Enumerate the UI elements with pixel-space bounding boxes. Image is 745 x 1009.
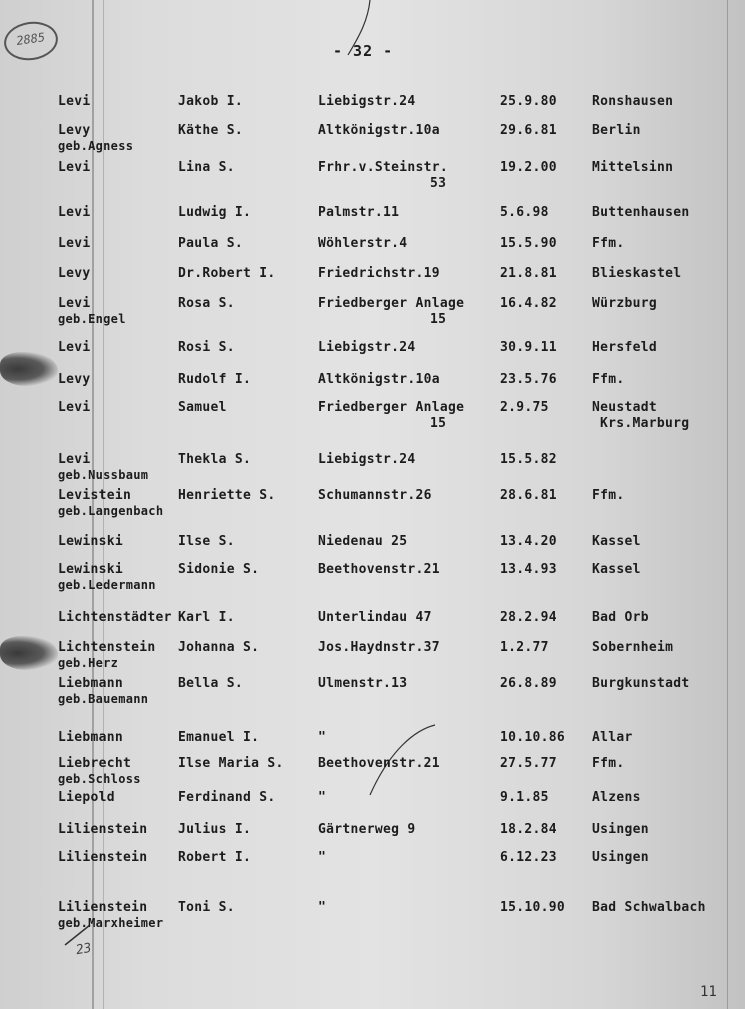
street-address: Wöhlerstr.4 xyxy=(318,236,408,251)
birth-place: Kassel xyxy=(592,534,641,549)
given-name: Emanuel I. xyxy=(178,730,260,745)
given-name: Ilse S. xyxy=(178,534,235,549)
register-entry xyxy=(0,900,745,930)
street-address: Ulmenstr.13 xyxy=(318,676,408,691)
surname: Levy xyxy=(58,123,91,138)
street-address: Palmstr.11 xyxy=(318,205,400,220)
surname: Lilienstein xyxy=(58,850,148,865)
birth-place: Ronshausen xyxy=(592,94,674,109)
birth-place: Blieskastel xyxy=(592,266,682,281)
birth-place: Usingen xyxy=(592,850,649,865)
surname: Levy xyxy=(58,372,91,387)
surname: Lewinski xyxy=(58,562,124,577)
register-entry xyxy=(0,610,745,625)
street-address: Niedenau 25 xyxy=(318,534,408,549)
given-name: Ludwig I. xyxy=(178,205,252,220)
surname: Lilienstein xyxy=(58,822,148,837)
birth-date: 15.5.82 xyxy=(500,452,557,467)
birth-name: geb.Bauemann xyxy=(58,692,149,706)
surname: Liebmann xyxy=(58,676,124,691)
birth-place: Sobernheim xyxy=(592,640,674,655)
birth-date: 19.2.00 xyxy=(500,160,557,175)
given-name: Thekla S. xyxy=(178,452,252,467)
street-address-cont: 15 xyxy=(430,312,447,327)
register-entry xyxy=(0,372,745,387)
birth-place: Buttenhausen xyxy=(592,205,690,220)
ink-smudge xyxy=(0,636,58,670)
birth-place: Berlin xyxy=(592,123,641,138)
register-entry xyxy=(0,452,745,482)
surname: Levi xyxy=(58,296,91,311)
register-entry xyxy=(0,850,745,865)
street-address: " xyxy=(318,850,327,865)
birth-date: 28.6.81 xyxy=(500,488,557,503)
register-entry xyxy=(0,296,745,327)
register-entry xyxy=(0,205,745,220)
register-entry xyxy=(0,676,745,706)
register-entry xyxy=(0,756,745,786)
register-entry xyxy=(0,790,745,805)
given-name: Henriette S. xyxy=(178,488,276,503)
given-name: Bella S. xyxy=(178,676,244,691)
surname: Liebrecht xyxy=(58,756,132,771)
birth-place: Mittelsinn xyxy=(592,160,674,175)
surname: Levi xyxy=(58,452,91,467)
birth-place: Hersfeld xyxy=(592,340,658,355)
given-name: Dr.Robert I. xyxy=(178,266,276,281)
street-address: Frhr.v.Steinstr. xyxy=(318,160,449,175)
given-name: Robert I. xyxy=(178,850,252,865)
street-address: " xyxy=(318,900,327,915)
street-address-cont: 53 xyxy=(430,176,447,191)
street-address: Beethovenstr.21 xyxy=(318,756,440,771)
birth-place: Bad Orb xyxy=(592,610,649,625)
birth-date: 16.4.82 xyxy=(500,296,557,311)
surname: Liebmann xyxy=(58,730,124,745)
birth-place: Allar xyxy=(592,730,633,745)
birth-date: 15.5.90 xyxy=(500,236,557,251)
given-name: Johanna S. xyxy=(178,640,260,655)
birth-date: 28.2.94 xyxy=(500,610,557,625)
given-name: Rosa S. xyxy=(178,296,235,311)
birth-date: 30.9.11 xyxy=(500,340,557,355)
birth-date: 2.9.75 xyxy=(500,400,549,415)
birth-date: 25.9.80 xyxy=(500,94,557,109)
street-address: Liebigstr.24 xyxy=(318,94,416,109)
surname: Liepold xyxy=(58,790,115,805)
footer-mark: 11 xyxy=(700,984,717,1000)
given-name: Sidonie S. xyxy=(178,562,260,577)
given-name: Ferdinand S. xyxy=(178,790,276,805)
birth-date: 13.4.93 xyxy=(500,562,557,577)
birth-name: geb.Ledermann xyxy=(58,578,156,592)
surname: Levi xyxy=(58,400,91,415)
street-address: Friedberger Anlage xyxy=(318,400,465,415)
surname: Levy xyxy=(58,266,91,281)
street-address: " xyxy=(318,730,327,745)
birth-date: 29.6.81 xyxy=(500,123,557,138)
birth-date: 10.10.86 xyxy=(500,730,566,745)
corner-mark: 23 xyxy=(74,940,93,959)
birth-place: Würzburg xyxy=(592,296,658,311)
birth-date: 15.10.90 xyxy=(500,900,566,915)
birth-place: Ffm. xyxy=(592,488,625,503)
surname: Levi xyxy=(58,160,91,175)
register-entry xyxy=(0,160,745,191)
street-address: Friedberger Anlage xyxy=(318,296,465,311)
register-entry xyxy=(0,266,745,281)
birth-place: Alzens xyxy=(592,790,641,805)
surname: Levi xyxy=(58,340,91,355)
given-name: Toni S. xyxy=(178,900,235,915)
street-address: Jos.Haydnstr.37 xyxy=(318,640,440,655)
given-name: Karl I. xyxy=(178,610,235,625)
birth-name: geb.Schloss xyxy=(58,772,141,786)
street-address: Gärtnerweg 9 xyxy=(318,822,416,837)
register-entry xyxy=(0,400,745,431)
street-address: Liebigstr.24 xyxy=(318,340,416,355)
register-entry xyxy=(0,340,745,355)
birth-name: geb.Herz xyxy=(58,656,119,670)
birth-name: geb.Nussbaum xyxy=(58,468,149,482)
surname: Lichtenstädter xyxy=(58,610,172,625)
surname: Levi xyxy=(58,236,91,251)
birth-name: geb.Agness xyxy=(58,139,134,153)
street-address: Schumannstr.26 xyxy=(318,488,432,503)
birth-place: Kassel xyxy=(592,562,641,577)
ink-smudge xyxy=(0,352,58,386)
given-name: Rudolf I. xyxy=(178,372,252,387)
birth-date: 13.4.20 xyxy=(500,534,557,549)
birth-date: 26.8.89 xyxy=(500,676,557,691)
surname: Lilienstein xyxy=(58,900,148,915)
register-entry xyxy=(0,488,745,518)
surname: Levistein xyxy=(58,488,132,503)
birth-date: 1.2.77 xyxy=(500,640,549,655)
register-entry xyxy=(0,730,745,745)
page-number: - 32 - xyxy=(333,42,394,60)
register-entry xyxy=(0,236,745,251)
given-name: Jakob I. xyxy=(178,94,244,109)
street-address: Liebigstr.24 xyxy=(318,452,416,467)
birth-place-cont: Krs.Marburg xyxy=(600,416,690,431)
birth-place: Burgkunstadt xyxy=(592,676,690,691)
birth-name: geb.Langenbach xyxy=(58,504,164,518)
given-name: Ilse Maria S. xyxy=(178,756,284,771)
given-name: Julius I. xyxy=(178,822,252,837)
birth-place: Usingen xyxy=(592,822,649,837)
register-entry xyxy=(0,534,745,549)
street-address: " xyxy=(318,790,327,805)
surname: Lewinski xyxy=(58,534,124,549)
street-address: Friedrichstr.19 xyxy=(318,266,440,281)
surname: Lichtenstein xyxy=(58,640,156,655)
birth-date: 27.5.77 xyxy=(500,756,557,771)
street-address: Unterlindau 47 xyxy=(318,610,432,625)
given-name: Rosi S. xyxy=(178,340,235,355)
given-name: Paula S. xyxy=(178,236,244,251)
birth-name: geb.Marxheimer xyxy=(58,916,164,930)
birth-date: 5.6.98 xyxy=(500,205,549,220)
register-entry xyxy=(0,822,745,837)
birth-date: 6.12.23 xyxy=(500,850,557,865)
birth-date: 21.8.81 xyxy=(500,266,557,281)
scan-line xyxy=(727,0,728,1009)
birth-place: Bad Schwalbach xyxy=(592,900,706,915)
street-address-cont: 15 xyxy=(430,416,447,431)
birth-date: 23.5.76 xyxy=(500,372,557,387)
birth-name: geb.Engel xyxy=(58,312,126,326)
street-address: Altkönigstr.10a xyxy=(318,123,440,138)
register-entry xyxy=(0,123,745,153)
street-address: Altkönigstr.10a xyxy=(318,372,440,387)
birth-place: Ffm. xyxy=(592,236,625,251)
birth-place: Ffm. xyxy=(592,756,625,771)
birth-date: 9.1.85 xyxy=(500,790,549,805)
given-name: Samuel xyxy=(178,400,227,415)
surname: Levi xyxy=(58,94,91,109)
given-name: Lina S. xyxy=(178,160,235,175)
archive-stamp: 2885 xyxy=(2,18,61,63)
birth-place: Ffm. xyxy=(592,372,625,387)
register-entry xyxy=(0,640,745,670)
register-entry xyxy=(0,562,745,592)
register-entry xyxy=(0,94,745,109)
birth-place: Neustadt xyxy=(592,400,658,415)
street-address: Beethovenstr.21 xyxy=(318,562,440,577)
surname: Levi xyxy=(58,205,91,220)
given-name: Käthe S. xyxy=(178,123,244,138)
birth-date: 18.2.84 xyxy=(500,822,557,837)
